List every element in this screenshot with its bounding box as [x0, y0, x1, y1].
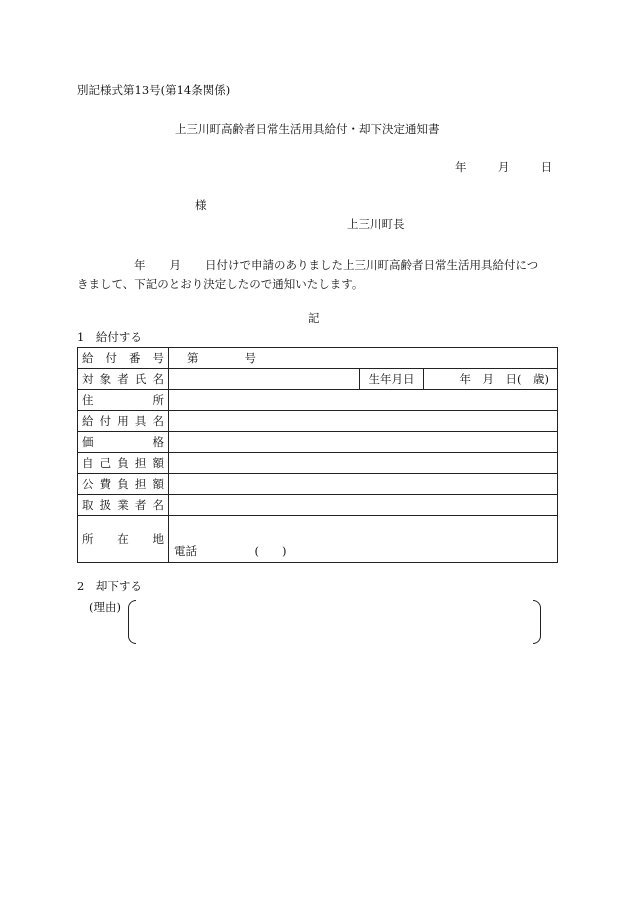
ki-heading: 記 [308, 311, 320, 325]
address-label: 住所 [78, 390, 169, 411]
public-pay-value [169, 474, 558, 495]
date-year: 年 [455, 160, 467, 174]
vendor-name-value [169, 495, 558, 516]
table-row [78, 453, 558, 474]
price-value [169, 432, 558, 453]
body-text-2: きまして、下記のとおり決定したので通知いたします。 [77, 277, 364, 291]
issuer-name: 上三川町長 [347, 217, 405, 231]
date-day: 日 [540, 160, 553, 174]
equipment-name-label: 給付用具名 [78, 411, 169, 432]
section-2-heading: 2 却下する [77, 579, 142, 593]
location-label: 所在地 [78, 516, 169, 563]
grant-number-label: 給付番号 [78, 348, 169, 369]
table-row [78, 495, 558, 516]
body-text-1: 日付けで申請のありました上三川町高齢者日常生活用具給付につ [205, 258, 539, 272]
body-month: 月 [169, 258, 181, 272]
date-line [455, 162, 552, 174]
birthdate-label: 生年月日 [360, 369, 424, 390]
table-row [78, 411, 558, 432]
table-row [78, 369, 558, 390]
reason-bracket-left [128, 600, 136, 644]
form-reference: 別記様式第13号(第14条関係) [77, 83, 231, 97]
grant-details-table [77, 347, 558, 563]
reason-label: (理由) [89, 600, 121, 614]
self-pay-value [169, 453, 558, 474]
equipment-name-value [169, 411, 558, 432]
address-value [169, 390, 558, 411]
grant-number-value: 第 号 [169, 348, 558, 369]
date-month: 月 [497, 160, 510, 174]
table-row [78, 348, 558, 369]
addressee-suffix: 様 [195, 198, 207, 212]
body-line-1 [77, 256, 557, 275]
table-row [78, 432, 558, 453]
birthdate-value: 年 月 日( 歳) [424, 369, 558, 390]
table-row [78, 474, 558, 495]
reason-bracket-right [533, 600, 541, 644]
self-pay-label: 自己負担額 [78, 453, 169, 474]
table-row [78, 516, 558, 563]
recipient-name-label: 対象者氏名 [78, 369, 169, 390]
section-1-heading: 1 給付する [77, 330, 142, 344]
recipient-name-value [169, 369, 360, 390]
vendor-name-label: 取扱業者名 [78, 495, 169, 516]
notice-body [77, 256, 557, 294]
public-pay-label: 公費負担額 [78, 474, 169, 495]
price-label: 価格 [78, 432, 169, 453]
location-phone-value: 電話 ( ) [169, 516, 558, 563]
table-row [78, 390, 558, 411]
document-title: 上三川町高齢者日常生活用具給付・却下決定通知書 [175, 122, 440, 136]
body-year: 年 [134, 258, 146, 272]
